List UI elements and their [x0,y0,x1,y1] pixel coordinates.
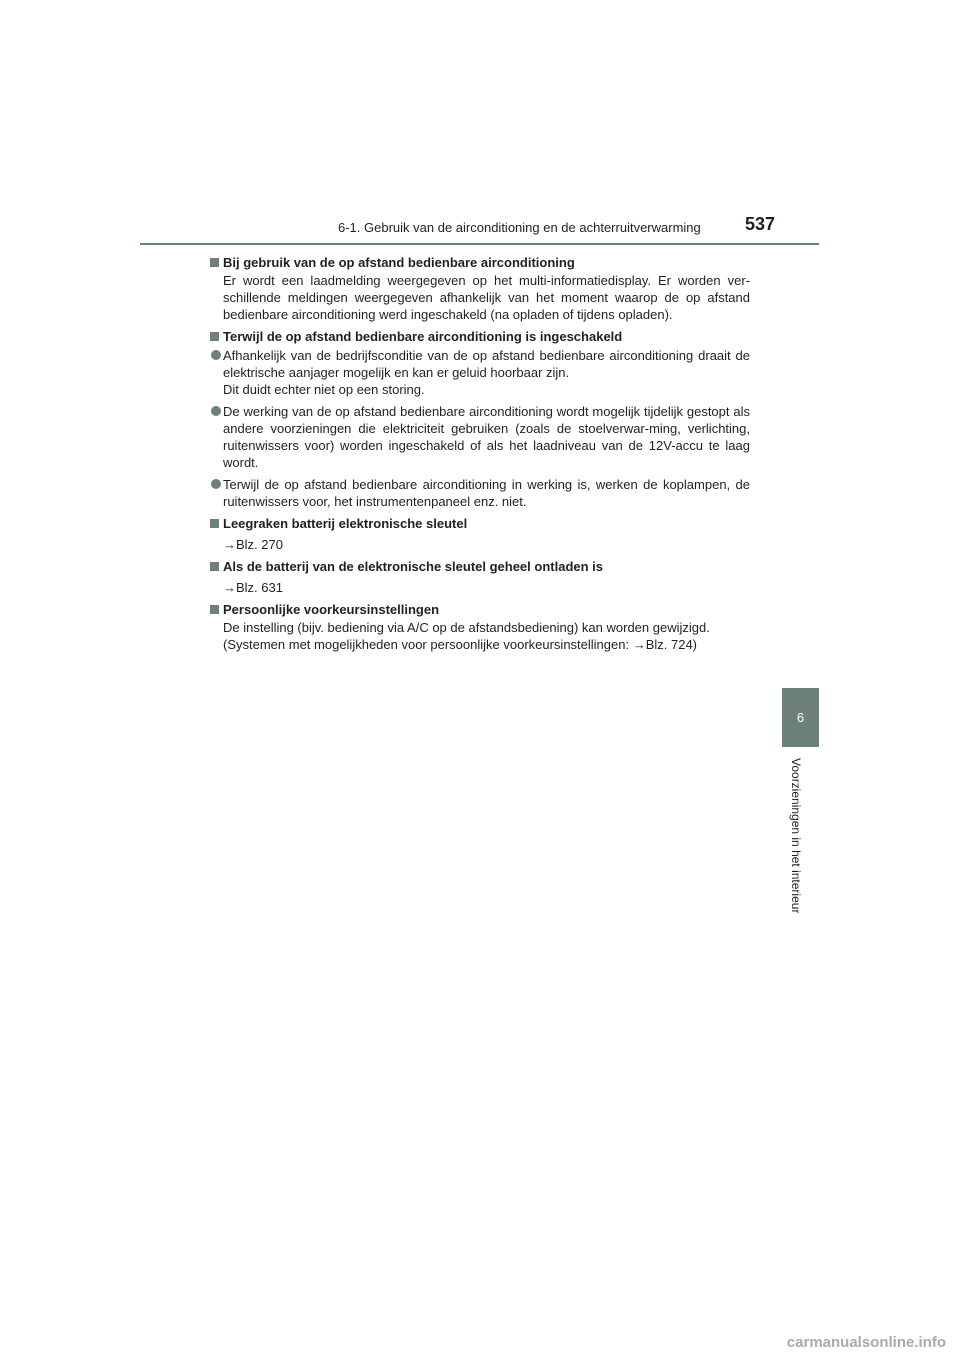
section-personal-settings [210,601,750,653]
page-reference-link[interactable]: Blz. 724) [645,637,698,652]
running-header-title: 6-1. Gebruik van de airconditioning en de achterruitverwarming [338,220,701,235]
page-number: 537 [745,214,776,234]
list-item: Terwijl de op afstand bedienbare airconditioning in werking is, werken de koplampen, de ruitenwissers voor, het instrumentenpaneel enz. niet. [210,476,750,510]
square-bullet-icon [210,605,219,614]
section-heading: Als de batterij van de elektronische sleutel geheel ontladen is [210,558,750,575]
square-bullet-icon [210,258,219,267]
section-heading: Leegraken batterij elektronische sleutel [210,515,750,532]
section-key-battery-empty [210,558,750,596]
square-bullet-icon [210,519,219,528]
watermark: carmanualsonline.info [786,1334,946,1351]
circle-bullet-icon [211,350,221,360]
list-item: Afhankelijk van de bedrijfsconditie van de op afstand bedienbare airconditioning draait de elektrische aanjager mogelijk en kan er geluid hoorbaar zijn. Dit duidt echter niet op een storing. [210,347,750,398]
section-text: De instelling (bijv. bediening via A/C op de afstandsbediening) kan worden gewijzigd. (Systemen met mogelijkheden voor persoonlijke voorkeursinstellingen: →Blz. 724) [223,620,710,652]
section-remote-ac-active [210,328,750,510]
section-remote-ac-use [210,254,750,323]
page-reference-link[interactable]: →Blz. 270 [223,537,283,552]
section-heading: Bij gebruik van de op afstand bedienbare airconditioning [210,254,750,271]
page-content [210,254,750,658]
chapter-number: 6 [796,710,805,725]
bullet-list [210,347,750,510]
arrow-right-icon: → [223,537,236,552]
circle-bullet-icon [211,479,221,489]
page-reference-link[interactable]: →Blz. 631 [223,580,283,595]
section-text: Er wordt een laadmelding weergegeven op het multi-informatiedisplay. Er worden ver-schillende meldingen weergegeven afhankelijk van het moment waarop de op afstand bedienbare airconditioning werd ingeschakeld (na opladen of tijdens opladen). [223,273,750,322]
chapter-side-label: Voorzieningen in het interieur [789,758,803,914]
square-bullet-icon [210,332,219,341]
circle-bullet-icon [211,406,221,416]
arrow-right-icon: → [223,580,236,595]
square-bullet-icon [210,562,219,571]
header-rule [140,243,819,245]
arrow-right-icon: → [632,637,646,652]
section-heading: Persoonlijke voorkeursinstellingen [210,601,750,618]
list-item: De werking van de op afstand bedienbare airconditioning wordt mogelijk tijdelijk gestopt als andere voorzieningen die elektriciteit gebruiken (zoals de stoelverwar-ming, verlichting, ruitenwissers voor) worden ingeschakeld of als het laadniveau van de 12V-accu te laag wordt. [210,403,750,471]
section-heading: Terwijl de op afstand bedienbare airconditioning is ingeschakeld [210,328,750,345]
chapter-tab[interactable] [782,688,819,747]
section-key-battery-low [210,515,750,553]
